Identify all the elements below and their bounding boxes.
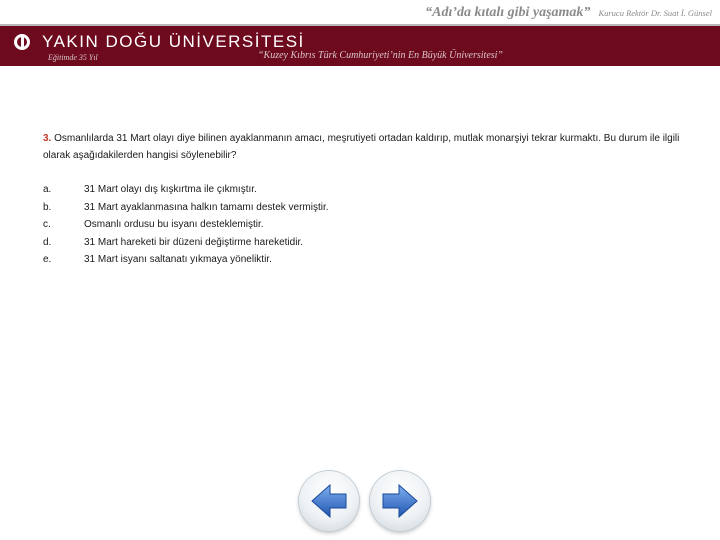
- option-text: 31 Mart hareketi bir düzeni değiştirme hareketidir.: [84, 236, 303, 248]
- option-letter: b.: [43, 201, 52, 213]
- option-letter: d.: [43, 236, 52, 248]
- option-text: Osmanlı ordusu bu isyanı desteklemiştir.: [84, 219, 264, 231]
- option-letter: c.: [43, 219, 51, 231]
- university-slogan: “Kuzey Kıbrıs Türk Cumhuriyeti’nin En Büyük Üniversitesi”: [258, 50, 503, 61]
- university-logo-icon: [14, 34, 30, 50]
- option-text: 31 Mart olayı dış kışkırtma ile çıkmıştır.: [84, 184, 257, 195]
- university-name: YAKIN DOĞU ÜNİVERSİTESİ: [42, 32, 305, 51]
- option-letter: e.: [43, 254, 52, 266]
- option-text: 31 Mart isyanı saltanatı yıkmaya yöneliktir.: [84, 254, 272, 266]
- motto-author: Kurucu Rektör Dr. Suat İ. Günsel: [598, 8, 712, 18]
- motto: [425, 3, 712, 21]
- previous-button[interactable]: [299, 471, 359, 531]
- header-top-strip: [0, 0, 720, 24]
- option-text: 31 Mart ayaklanmasına halkın tamamı destek vermiştir.: [84, 201, 329, 213]
- arrow-left-icon: [299, 471, 359, 531]
- anniversary-label: Eğitimde 35 Yıl: [48, 53, 98, 62]
- option-letter: a.: [43, 184, 52, 195]
- arrow-right-icon: [370, 471, 430, 531]
- motto-quote: “Adı’da kıtalı gibi yaşamak”: [425, 5, 591, 20]
- question-body: Osmanlılarda 31 Mart olayı diye bilinen ayaklanmanın amacı, meşrutiyeti ortadan kaldırıp, mutlak monarşiyi tekrar kurmaktı. Bu durum ile ilgili olarak aşağıdakilerden hangisi söylenebilir?: [43, 133, 680, 161]
- next-button[interactable]: [370, 471, 430, 531]
- question-number: 3.: [43, 133, 52, 144]
- university-banner: [0, 24, 720, 66]
- question-text: [43, 130, 703, 164]
